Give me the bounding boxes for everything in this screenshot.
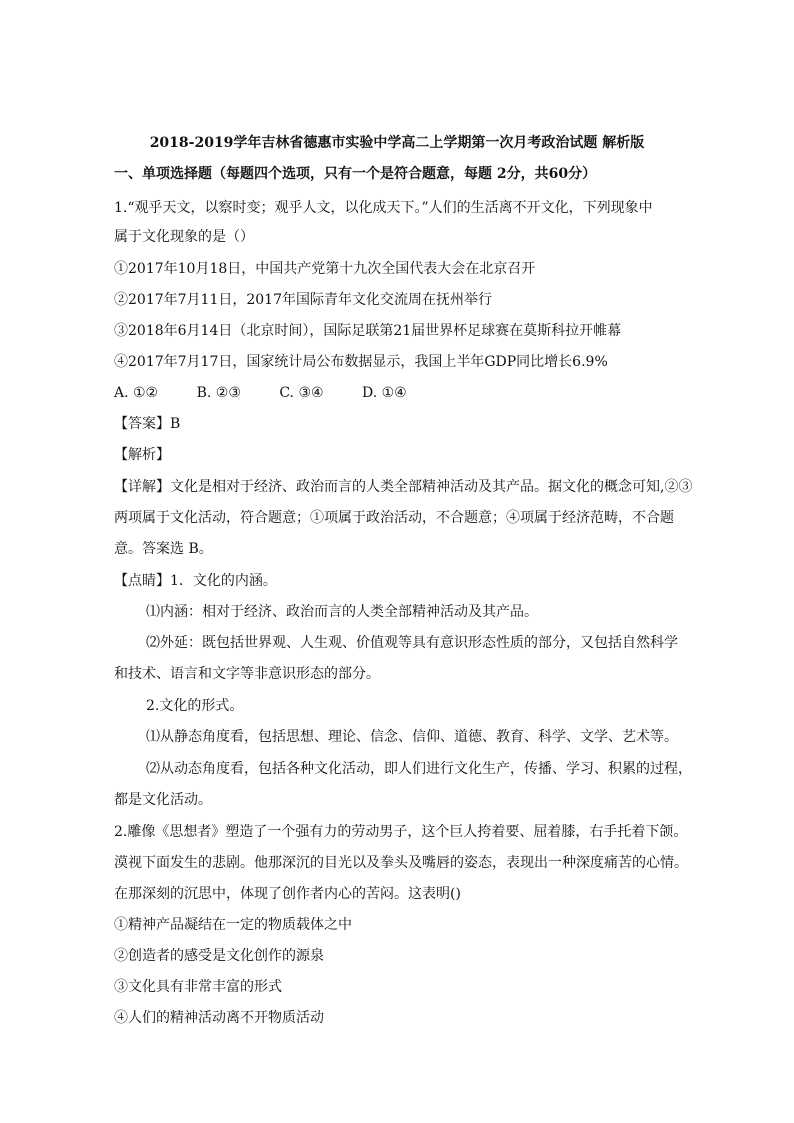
q1-note-7: 都是文化活动。 bbox=[114, 792, 212, 808]
q1-note-4: 2.文化的形式。 bbox=[146, 698, 244, 714]
q1-option-2: ②2017年7月11日，2017年国际青年文化交流周在抚州举行 bbox=[114, 292, 492, 308]
choice-a: A. ①② bbox=[114, 385, 159, 401]
q1-detail-line-1: 【详解】文化是相对于经济、政治而言的人类全部精神活动及其产品。据文化的概念可知,②③ bbox=[114, 479, 693, 495]
q1-stem-line-1: 1.“观乎天文，以察时变；观乎人文，以化成天下。”人们的生活离不开文化，下列现象中 bbox=[114, 200, 653, 216]
q1-note-5: ⑴从静态角度看，包括思想、理论、信念、信仰、道德、教育、科学、文学、艺术等。 bbox=[146, 729, 678, 745]
q1-option-3: ③2018年6月14日（北京时间），国际足联第21届世界杯足球赛在莫斯科拉开帷幕 bbox=[114, 323, 622, 339]
q2-option-4: ④人们的精神活动离不开物质活动 bbox=[114, 1010, 324, 1026]
section-heading: 一、单项选择题（每题四个选项，只有一个是符合题意，每题 2分，共60分） bbox=[114, 166, 597, 182]
choice-b: B. ②③ bbox=[196, 385, 241, 401]
q2-stem-line-3: 在那深刻的沉思中，体现了创作者内心的苦闷。这表明() bbox=[114, 886, 461, 902]
q1-option-1: ①2017年10月18日，中国共产党第十九次全国代表大会在北京召开 bbox=[114, 261, 536, 277]
q1-analysis-label: 【解析】 bbox=[114, 447, 170, 463]
choice-c: C. ③④ bbox=[279, 385, 324, 401]
q1-pointer-line: 【点睛】1．文化的内涵。 bbox=[114, 573, 277, 589]
q1-answer: 【答案】B bbox=[114, 416, 181, 432]
q1-note-2: ⑵外延：既包括世界观、人生观、价值观等具有意识形态性质的部分，又包括自然科学 bbox=[146, 635, 678, 651]
q2-stem-line-2: 漠视下面发生的悲剧。他那深沉的目光以及拳头及嘴唇的姿态，表现出一种深度痛苦的心情。 bbox=[114, 855, 688, 871]
page-title: 2018-2019学年吉林省德惠市实验中学高二上学期第一次月考政治试题 解析版 bbox=[149, 135, 645, 151]
q2-option-2: ②创造者的感受是文化创作的源泉 bbox=[114, 948, 324, 964]
q1-choices bbox=[114, 384, 684, 402]
q1-stem-line-2: 属于文化现象的是（） bbox=[114, 229, 254, 245]
q2-stem-line-1: 2.雕像《思想者》塑造了一个强有力的劳动男子，这个巨人挎着要、屈着膝，右手托着下颌。 bbox=[114, 824, 688, 840]
q1-detail-line-2: 两项属于文化活动，符合题意；①项属于政治活动，不合题意；④项属于经济范畴，不合题 bbox=[114, 510, 674, 526]
q1-option-4: ④2017年7月17日，国家统计局公布数据显示，我国上半年GDP同比增长6.9% bbox=[114, 354, 608, 370]
q1-note-1: ⑴内涵：相对于经济、政治而言的人类全部精神活动及其产品。 bbox=[146, 604, 538, 620]
q2-option-1: ①精神产品凝结在一定的物质载体之中 bbox=[114, 917, 352, 933]
choice-d: D. ①④ bbox=[362, 385, 407, 401]
q2-option-3: ③文化具有非常丰富的形式 bbox=[114, 979, 282, 995]
q1-detail-line-3: 意。答案选 B。 bbox=[114, 541, 213, 557]
q1-note-3: 和技术、语言和文字等非意识形态的部分。 bbox=[114, 666, 380, 682]
q1-note-6: ⑵从动态角度看，包括各种文化活动，即人们进行文化生产，传播、学习、积累的过程， bbox=[146, 761, 692, 777]
